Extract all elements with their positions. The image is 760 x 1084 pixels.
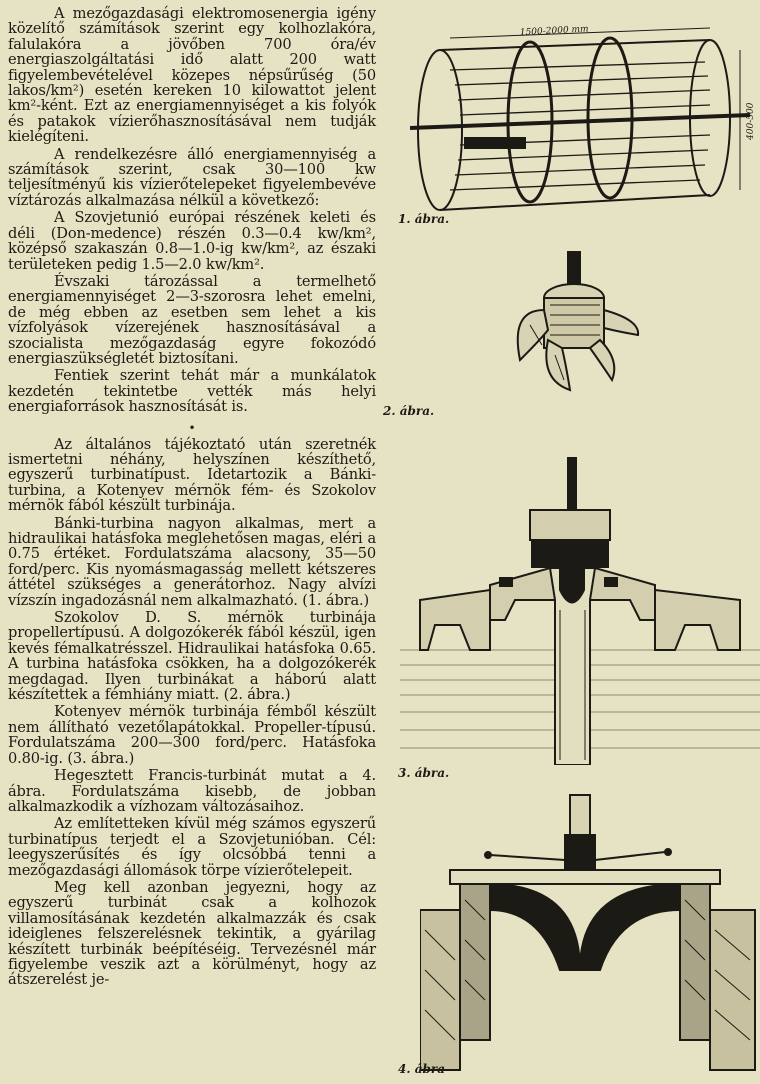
figure-4-francis-turbine [420, 790, 760, 1080]
figure-4-caption: 4. ábra [398, 1062, 445, 1076]
paragraph: Szokolov D. S. mérnök turbinája propellertípusú. A dolgozókerék fából készül, igen kevés fémalkatrésszel. Hidraulikai hatásfoka 0.65. A turbina hatásfoka csökken, ha a dolgozókerék megdagad. Ilyen turbinákat a háború alatt készítettek a fémhiány miatt. (2. ábra.) [8, 609, 376, 704]
figure-1-caption: 1. ábra. [398, 212, 450, 226]
banki-turbine-drawing [410, 10, 760, 225]
paragraph: Meg kell azonban jegyezni, hogy az egyszerű turbinát csak a kolhozok villamosításának kezdetén alkalmazzák és csak ideiglenes felszerelésnek tekintik, a gyárilag készített turbinák beépítéséig. Tervezésnél már figyelembe veszik azt a körülményt, hogy az átszerelést je- [8, 878, 376, 989]
text-column [8, 6, 376, 988]
figure-1-banki-turbine [410, 10, 760, 225]
metal-turbine-drawing [400, 450, 760, 765]
dimension-length-label: 1500-2000 mm [519, 24, 589, 38]
section-separator: • [188, 420, 196, 435]
figure-2-caption: 2. ábra. [383, 404, 435, 418]
dimension-diameter-label: 400-500 [746, 102, 756, 140]
paragraph: Évszaki tározással a termelhető energiamennyiséget 2—3-szorosra lehet emelni, de még ebben az esetben sem lehet a kis vízfolyások vízerejének hasznosításával a szocialista mezőgazdaság egyre fokozódó energiaszükségletét biztosítani. [8, 272, 376, 367]
figure-3-caption: 3. ábra. [398, 766, 450, 780]
paragraph: Fentiek szerint tehát már a munkálatok kezdetén tekintetbe vették más helyi energiaforrások hasznosítását is. [8, 367, 376, 416]
paragraph: Hegesztett Francis-turbinát mutat a 4. ábra. Fordulatszáma kisebb, de jobban alkalmazkodik a vízhozam változásaihoz. [8, 767, 376, 815]
paragraph: Az említetteken kívül még számos egyszerű turbinatípus terjedt el a Szovjetunióban. Cél: leegyszerűsítés és így olcsóbbá tenni a mezőgazdasági állomások törpe vízierőtelepeit. [8, 815, 376, 879]
francis-turbine-drawing [420, 790, 760, 1080]
figure-3-metal-turbine [400, 450, 760, 765]
paragraph: Bánki-turbina nagyon alkalmas, mert a hidraulikai hatásfoka meglehetősen magas, eléri a 0.75 értéket. Fordulatszáma alacsony, 35—50 ford/perc. Kis nyomásmagasság mellett kétszeres áttétel szükséges a generátorhoz. Nagy alvízi vízszín ingadozásnál nem alkalmazható. (1. ábra.) [8, 514, 376, 609]
figure-2-propeller-turbine [500, 250, 650, 400]
paragraph: A Szovjetunió európai részének keleti és déli (Don-medence) részén 0.3—0.4 kw/km², középső szakaszán 0.8—1.0-ig kw/km², az északi területeken pedig 1.5—2.0 kw/km². [8, 209, 376, 273]
paragraph: A rendelkezésre álló energiamennyiség a számítások szerint, csak 30—100 kw teljesítményű kis vízierőtelepeket figyelembevéve víztározás alkalmazása nélkül a következő: [8, 145, 376, 209]
propeller-turbine-drawing [500, 250, 650, 400]
paragraph: A mezőgazdasági elektromosenergia igény közelítő számítások szerint egy kolhozlakóra, falulakóra a jövőben 700 óra/év energiaszolgáltatási idő alatt 200 watt figyelembevételével közepes népsűrűség (50 lakos/km²) esetén kereken 10 kilowattot jelent km²-ként. Ezt az energiamennyiséget a kis folyók és patakok vízierőhasznosításával nem tudják kielégíteni. [8, 5, 376, 146]
paragraph: Az általános tájékoztató után szeretnék ismertetni néhány, helyszínen készíthető, egyszerű turbinatípust. Idetartozik a Bánki-turbina, a Kotenyev mérnök fém- és Szokolov mérnök fából készült turbinája. [8, 435, 376, 515]
paragraph: Kotenyev mérnök turbinája fémből készült nem állítható vezetőlapátokkal. Propeller-típusú. Fordulatszáma 200—300 ford/perc. Hatásfoka 0.80-ig. (3. ábra.) [8, 703, 376, 767]
